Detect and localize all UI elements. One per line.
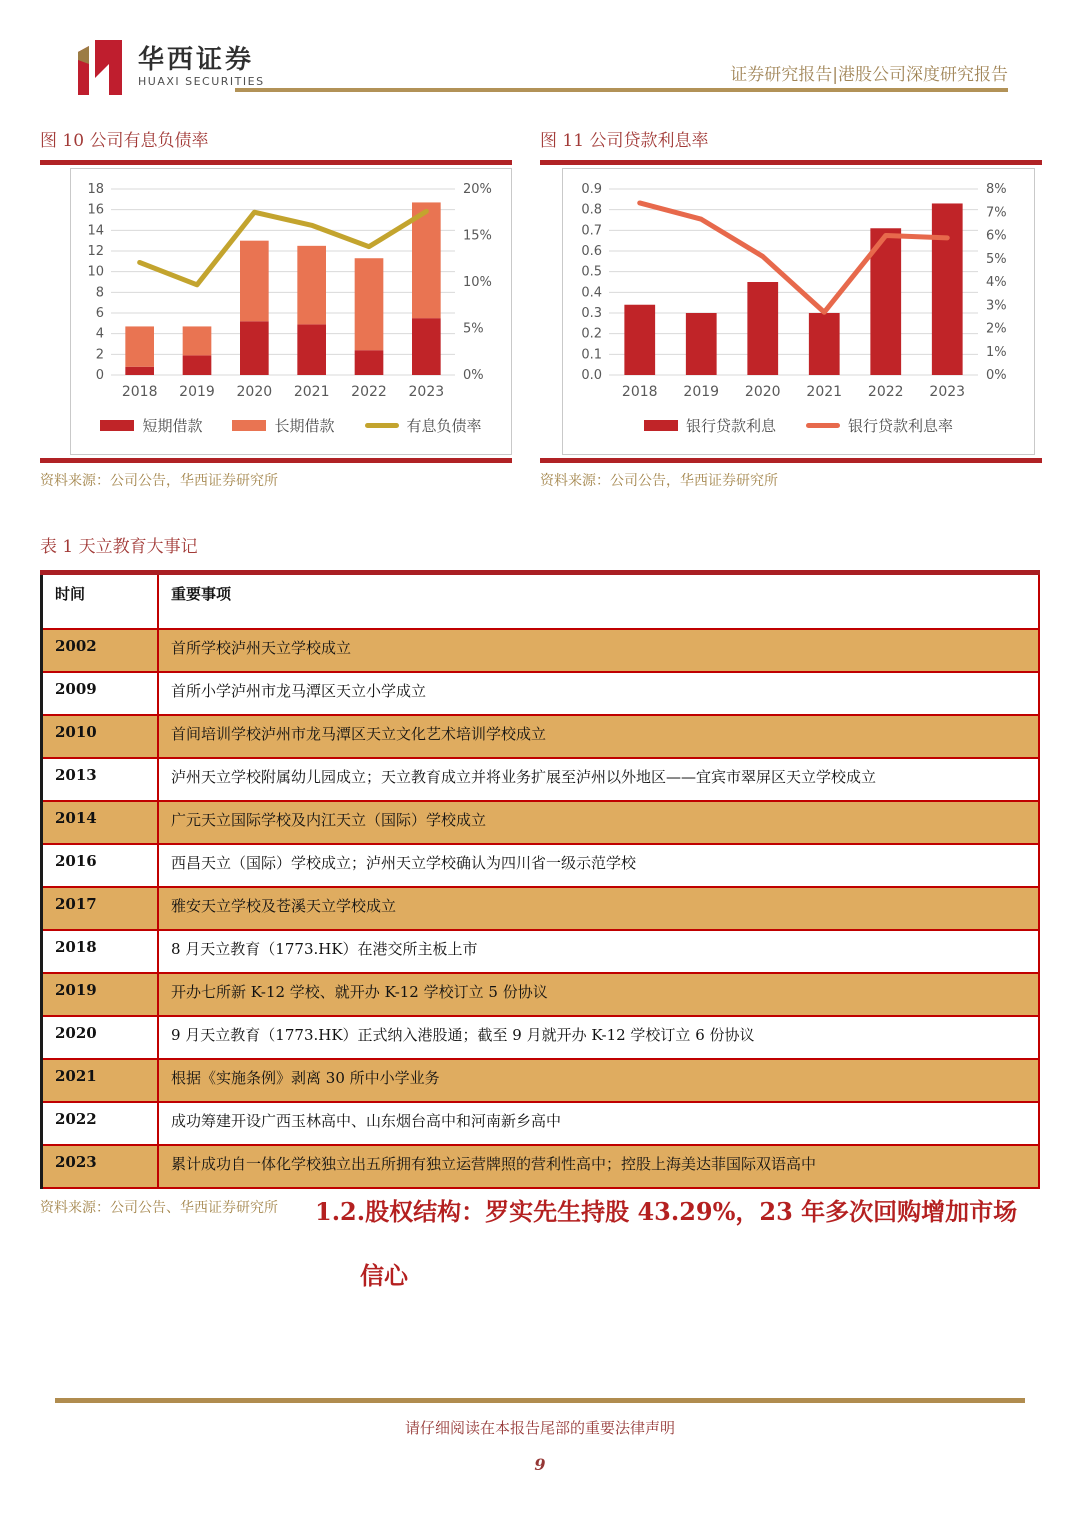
report-type-label: 证券研究报告|港股公司深度研究报告 bbox=[730, 65, 1008, 85]
page-footer bbox=[0, 1398, 1080, 1474]
bar-segment bbox=[183, 326, 212, 355]
table-row bbox=[42, 1059, 1040, 1102]
figure-11-source: 资料来源：公司公告，华西证券研究所 bbox=[540, 473, 778, 489]
bar-segment bbox=[932, 203, 963, 375]
bar-segment bbox=[125, 326, 154, 366]
left-axis-tick: 4 bbox=[95, 326, 104, 342]
event-year: 2002 bbox=[42, 629, 159, 672]
charts-row bbox=[40, 126, 1042, 490]
event-year: 2020 bbox=[42, 1016, 159, 1059]
legend-item bbox=[232, 415, 334, 436]
right-axis-tick: 6% bbox=[986, 228, 1007, 244]
left-axis-tick: 0.9 bbox=[581, 182, 602, 197]
right-axis-tick: 5% bbox=[463, 321, 484, 337]
right-axis-tick: 0% bbox=[986, 368, 1007, 383]
event-description: 累计成功自一体化学校独立出五所拥有独立运营牌照的营利性高中；控股上海美达菲国际双语高中 bbox=[158, 1145, 1039, 1188]
x-axis-label: 2023 bbox=[408, 384, 445, 400]
table-row bbox=[42, 758, 1040, 801]
table-row bbox=[42, 1102, 1040, 1145]
legend-item bbox=[806, 415, 953, 436]
event-year: 2013 bbox=[42, 758, 159, 801]
table-row bbox=[42, 844, 1040, 887]
table-row bbox=[42, 887, 1040, 930]
x-axis-label: 2020 bbox=[236, 384, 273, 400]
figure-11 bbox=[540, 126, 1042, 490]
x-axis-label: 2021 bbox=[806, 384, 843, 400]
table-title: 表 1 天立教育大事记 bbox=[40, 537, 198, 557]
page-header bbox=[0, 0, 1080, 100]
column-header-event: 重要事项 bbox=[158, 573, 1039, 630]
legend-item bbox=[100, 415, 202, 436]
bar-segment bbox=[624, 305, 655, 375]
left-axis-tick: 2 bbox=[95, 347, 104, 363]
event-description: 首所小学泸州市龙马潭区天立小学成立 bbox=[158, 672, 1039, 715]
bar-segment bbox=[240, 321, 269, 375]
event-description: 首所学校泸州天立学校成立 bbox=[158, 629, 1039, 672]
right-axis-tick: 2% bbox=[986, 321, 1007, 337]
left-axis-tick: 0.1 bbox=[581, 347, 602, 363]
legend-line-swatch bbox=[806, 423, 840, 428]
legend-item bbox=[644, 415, 776, 436]
event-year: 2016 bbox=[42, 844, 159, 887]
legend-bar-swatch bbox=[100, 420, 134, 431]
left-axis-tick: 0.4 bbox=[581, 285, 602, 301]
left-axis-tick: 0.2 bbox=[581, 326, 602, 342]
x-axis-label: 2018 bbox=[121, 384, 158, 400]
x-axis-label: 2018 bbox=[621, 384, 658, 400]
event-description: 首间培训学校泸州市龙马潭区天立文化艺术培训学校成立 bbox=[158, 715, 1039, 758]
left-axis-tick: 12 bbox=[87, 244, 104, 259]
left-axis-tick: 0.5 bbox=[581, 264, 602, 280]
left-axis-tick: 0.3 bbox=[581, 306, 602, 321]
left-axis-tick: 8 bbox=[95, 285, 104, 301]
brand-text bbox=[138, 46, 265, 88]
left-axis-tick: 18 bbox=[87, 182, 104, 197]
right-axis-tick: 7% bbox=[986, 205, 1007, 221]
event-description: 开办七所新 K-12 学校、就开办 K-12 学校订立 5 份协议 bbox=[158, 973, 1039, 1016]
x-axis-label: 2022 bbox=[351, 384, 387, 400]
event-year: 2023 bbox=[42, 1145, 159, 1188]
event-description: 8 月天立教育（1773.HK）在港交所主板上市 bbox=[158, 930, 1039, 973]
legend-label: 银行贷款利息 bbox=[685, 417, 776, 435]
left-axis-tick: 0.6 bbox=[581, 244, 602, 259]
footer-divider bbox=[55, 1398, 1025, 1403]
legend-item bbox=[365, 415, 482, 436]
figure-10-top-rule bbox=[40, 160, 512, 165]
table-source: 资料来源：公司公告、华西证券研究所 bbox=[40, 1200, 278, 1216]
event-year: 2019 bbox=[42, 973, 159, 1016]
right-axis-tick: 20% bbox=[463, 182, 492, 197]
table-row bbox=[42, 1016, 1040, 1059]
right-axis-tick: 5% bbox=[986, 251, 1007, 267]
bar-segment bbox=[747, 282, 778, 375]
left-axis-tick: 0.0 bbox=[581, 368, 602, 383]
legend-line-swatch bbox=[365, 423, 399, 428]
right-axis-tick: 0% bbox=[463, 368, 484, 383]
event-year: 2010 bbox=[42, 715, 159, 758]
x-axis-label: 2021 bbox=[293, 384, 330, 400]
table-row bbox=[42, 1145, 1040, 1188]
column-header-time: 时间 bbox=[42, 573, 159, 630]
figure-10-chart bbox=[71, 175, 507, 409]
events-table-section bbox=[40, 532, 1040, 1217]
left-axis-tick: 0.8 bbox=[581, 202, 602, 218]
x-axis-label: 2019 bbox=[179, 384, 215, 400]
brand-name-cn: 华西证券 bbox=[138, 45, 255, 76]
left-axis-tick: 0 bbox=[95, 368, 104, 383]
section-heading-line1: 1.2.股权结构：罗实先生持股 43.29%，23 年多次回购增加市场 bbox=[315, 1197, 1018, 1226]
right-axis-tick: 15% bbox=[463, 228, 492, 244]
figure-11-bottom-rule bbox=[540, 458, 1042, 463]
bar-segment bbox=[183, 355, 212, 375]
bar-segment bbox=[355, 350, 384, 375]
table-row bbox=[42, 672, 1040, 715]
events-table bbox=[40, 570, 1040, 1189]
bar-segment bbox=[240, 241, 269, 322]
figure-10-plot-area bbox=[70, 168, 512, 455]
x-axis-label: 2022 bbox=[867, 384, 904, 400]
left-axis-tick: 14 bbox=[87, 223, 104, 239]
section-heading bbox=[315, 1192, 1030, 1291]
right-axis-tick: 10% bbox=[463, 275, 492, 290]
right-axis-tick: 3% bbox=[986, 298, 1007, 314]
legal-disclaimer: 请仔细阅读在本报告尾部的重要法律声明 bbox=[404, 1419, 675, 1437]
legend-label: 银行贷款利息率 bbox=[848, 417, 954, 435]
event-description: 泸州天立学校附属幼儿园成立；天立教育成立并将业务扩展至泸州以外地区——宜宾市翠屏区天立学校成立 bbox=[158, 758, 1039, 801]
bar-segment bbox=[809, 313, 840, 375]
figure-10 bbox=[40, 126, 512, 490]
bar-segment bbox=[686, 313, 717, 375]
figure-11-top-rule bbox=[540, 160, 1042, 165]
x-axis-label: 2023 bbox=[929, 384, 966, 400]
event-description: 9 月天立教育（1773.HK）正式纳入港股通；截至 9 月就开办 K-12 学校订立 6 份协议 bbox=[158, 1016, 1039, 1059]
left-axis-tick: 6 bbox=[95, 306, 104, 321]
figure-11-plot-area bbox=[562, 168, 1035, 455]
figure-11-legend bbox=[563, 415, 1034, 436]
figure-10-legend bbox=[71, 415, 511, 436]
left-axis-tick: 16 bbox=[87, 202, 104, 218]
legend-bar-swatch bbox=[644, 420, 678, 431]
bar-segment bbox=[355, 258, 384, 350]
header-divider bbox=[235, 88, 1008, 92]
bar-segment bbox=[297, 246, 326, 325]
event-year: 2017 bbox=[42, 887, 159, 930]
table-row bbox=[42, 973, 1040, 1016]
x-axis-label: 2019 bbox=[683, 384, 720, 400]
right-axis-tick: 8% bbox=[986, 182, 1007, 197]
event-year: 2009 bbox=[42, 672, 159, 715]
right-axis-tick: 1% bbox=[986, 344, 1007, 360]
event-year: 2014 bbox=[42, 801, 159, 844]
right-axis-tick: 4% bbox=[986, 275, 1007, 290]
legend-label: 长期借款 bbox=[274, 417, 335, 435]
table-row bbox=[42, 930, 1040, 973]
line-series bbox=[140, 211, 427, 284]
table-row bbox=[42, 715, 1040, 758]
figure-11-title: 图 11 公司贷款利息率 bbox=[540, 131, 709, 151]
event-description: 雅安天立学校及苍溪天立学校成立 bbox=[158, 887, 1039, 930]
x-axis-label: 2020 bbox=[744, 384, 781, 400]
brand-name-en: HUAXI SECURITIES bbox=[138, 74, 265, 88]
legend-bar-swatch bbox=[232, 420, 266, 431]
table-row bbox=[42, 629, 1040, 672]
figure-11-chart bbox=[563, 175, 1030, 409]
section-heading-line2: 信心 bbox=[360, 1261, 408, 1290]
figure-10-bottom-rule bbox=[40, 458, 512, 463]
figure-10-title: 图 10 公司有息负债率 bbox=[40, 131, 209, 151]
table-row bbox=[42, 801, 1040, 844]
table-header-row bbox=[42, 573, 1040, 630]
figure-10-source: 资料来源：公司公告，华西证券研究所 bbox=[40, 473, 278, 489]
left-axis-tick: 0.7 bbox=[581, 223, 602, 239]
legend-label: 短期借款 bbox=[142, 417, 203, 435]
event-description: 西昌天立（国际）学校成立；泸州天立学校确认为四川省一级示范学校 bbox=[158, 844, 1039, 887]
bar-segment bbox=[412, 318, 441, 375]
bar-segment bbox=[125, 367, 154, 375]
page-number: 9 bbox=[534, 1455, 546, 1474]
huaxi-logo-icon bbox=[74, 38, 126, 96]
event-year: 2021 bbox=[42, 1059, 159, 1102]
bar-segment bbox=[297, 324, 326, 375]
event-year: 2018 bbox=[42, 930, 159, 973]
event-description: 广元天立国际学校及内江天立（国际）学校成立 bbox=[158, 801, 1039, 844]
left-axis-tick: 10 bbox=[87, 264, 104, 280]
event-description: 成功筹建开设广西玉林高中、山东烟台高中和河南新乡高中 bbox=[158, 1102, 1039, 1145]
event-description: 根据《实施条例》剥离 30 所中小学业务 bbox=[158, 1059, 1039, 1102]
event-year: 2022 bbox=[42, 1102, 159, 1145]
legend-label: 有息负债率 bbox=[406, 417, 482, 435]
